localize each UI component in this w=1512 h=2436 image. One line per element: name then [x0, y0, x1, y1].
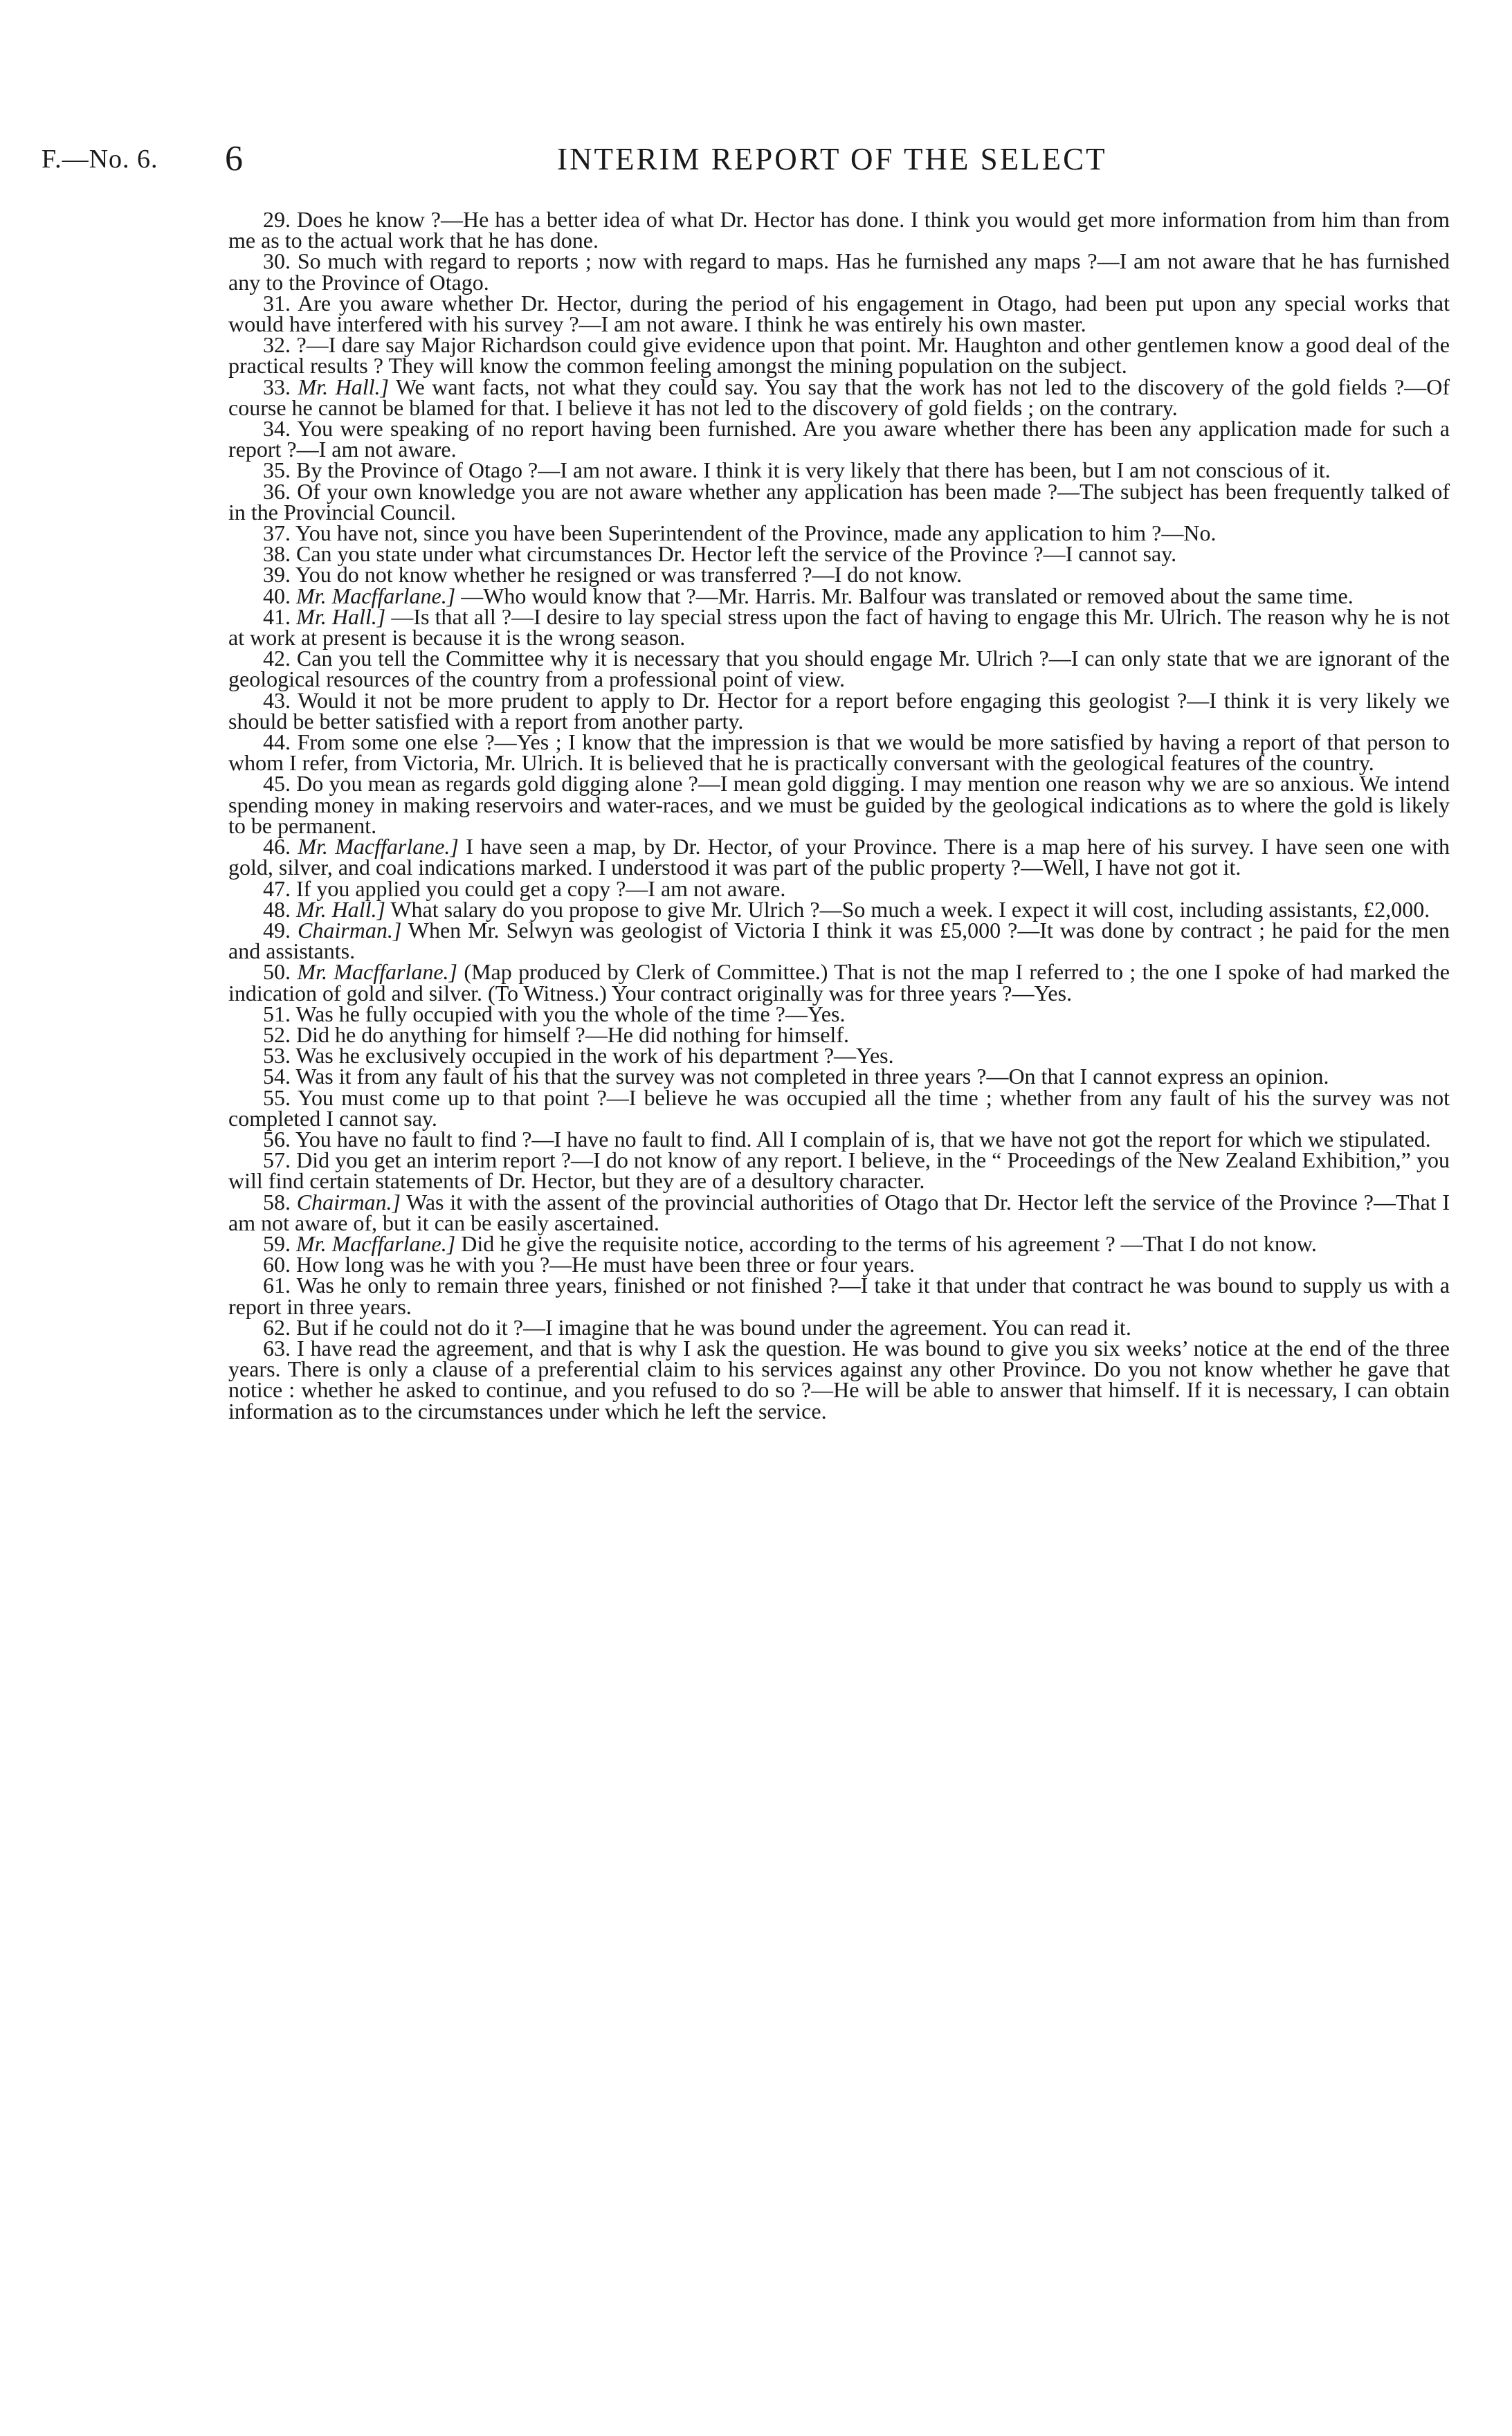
question-number: 51.	[263, 1001, 291, 1026]
question-answer-text: I have seen a map, by Dr. Hector, of your Province. There is a map here of his survey. I have seen one with gold, silver, and coal indications marked. I understood it was part of the public property ?—Well, I have not got it.	[228, 834, 1450, 880]
evidence-paragraph	[228, 729, 1450, 776]
question-number: 36.	[263, 478, 291, 504]
question-number: 45.	[263, 771, 291, 797]
question-number: 62.	[263, 1314, 291, 1340]
evidence-paragraph	[228, 290, 1450, 337]
evidence-paragraph	[228, 875, 1450, 901]
speaker-label: Mr. Hall.]	[298, 374, 389, 399]
evidence-paragraph	[228, 1189, 1450, 1235]
question-number: 58.	[263, 1189, 291, 1215]
evidence-paragraph	[228, 585, 1450, 606]
question-number: 31.	[263, 290, 291, 316]
question-answer-text: Can you state under what circumstances Dr. Hector left the service of the Province ?—I cannot say.	[296, 541, 1177, 567]
evidence-paragraph	[228, 457, 1450, 483]
question-answer-text: —Is that all ?—I desire to lay special stress upon the fact of having to engage this Mr. Ulrich. The reason why he is not at work at present is because it is the wrong season.	[228, 603, 1450, 651]
question-number: 37.	[263, 520, 291, 546]
question-answer-text: Was he fully occupied with you the whole of the time ?—Yes.	[295, 1001, 846, 1026]
page-number: 6	[225, 139, 243, 179]
question-number: 40.	[263, 583, 291, 608]
evidence-paragraph	[228, 896, 1450, 922]
evidence-paragraph	[228, 418, 1450, 460]
question-answer-text: You must come up to that point ?—I believe he was occupied all the time ; whether from any fault of his the survey was not completed I cannot say.	[228, 1084, 1450, 1131]
evidence-body	[228, 207, 1450, 1424]
question-number: 42.	[263, 646, 291, 671]
question-answer-text: We want facts, not what they could say. You say that the work has not led to the discovery of the gold fields ?—Of course he cannot be blamed for that. I believe it has not led to the discovery of gold fields ; on the contrary.	[228, 374, 1450, 420]
evidence-paragraph	[228, 1314, 1450, 1340]
question-answer-text: —Who would know that ?—Mr. Harris. Mr. Balfour was translated or removed about the same time.	[461, 583, 1354, 608]
question-answer-text: You do not know whether he resigned or was transferred ?—I do not know.	[295, 562, 963, 588]
evidence-paragraph	[228, 478, 1450, 525]
question-answer-text: But if he could not do it ?—I imagine that he was bound under the agreement. You can read it.	[296, 1314, 1131, 1340]
evidence-paragraph	[228, 376, 1450, 418]
question-number: 44.	[263, 729, 291, 755]
question-answer-text: Did he do anything for himself ?—He did nothing for himself.	[296, 1021, 849, 1047]
question-answer-text: Do you mean as regards gold digging alone ?—I mean gold digging. I may mention one reason why we are so anxious. We intend spending money in making reservoirs and water-races, and we must be guided by the geological indications as to where the gold is likely to be permanent.	[228, 771, 1450, 838]
question-number: 53.	[263, 1043, 291, 1069]
evidence-paragraph	[228, 1084, 1450, 1131]
question-answer-text: Would it not be more prudent to apply to Dr. Hector for a report before engaging this geologist ?—I think it is very likely we should be better satisfied with a report from another party.	[228, 687, 1450, 734]
question-number: 32.	[263, 332, 291, 358]
question-number: 35.	[263, 457, 291, 483]
evidence-paragraph	[228, 1003, 1450, 1024]
question-number: 29.	[263, 207, 291, 232]
question-number: 54.	[263, 1064, 291, 1089]
evidence-paragraph	[228, 836, 1450, 878]
evidence-paragraph	[228, 1021, 1450, 1047]
speaker-label: Mr. Macffarlane.]	[296, 1230, 456, 1256]
page-header	[42, 138, 1453, 187]
question-number: 39.	[263, 562, 291, 588]
question-answer-text: Was it from any fault of his that the survey was not completed in three years ?—On that I cannot express an opinion.	[295, 1064, 1329, 1089]
speaker-label: Mr. Macffarlane.]	[298, 834, 459, 860]
question-answer-text: You have no fault to find ?—I have no fault to find. All I complain of is, that we have not got the report for which we stipulated.	[295, 1126, 1431, 1152]
question-number: 46.	[263, 834, 291, 860]
evidence-paragraph	[228, 1147, 1450, 1194]
evidence-paragraph	[228, 687, 1450, 734]
question-answer-text: If you applied you could get a copy ?—I am not aware.	[296, 875, 786, 901]
question-answer-text: When Mr. Selwyn was geologist of Victoria I think it was £5,000 ?—It was done by contract ; he paid for the men and assistants.	[228, 917, 1450, 964]
evidence-paragraph	[228, 520, 1450, 546]
question-answer-text: Was he only to remain three years, finished or not finished ?—I take it that under that contract he was bound to supply us with a report in three years.	[228, 1273, 1450, 1319]
question-number: 33.	[263, 374, 291, 399]
question-answer-text: Did he give the requisite notice, according to the terms of his agreement ? —That I do not know.	[461, 1230, 1317, 1256]
question-number: 34.	[263, 416, 291, 442]
question-number: 56.	[263, 1126, 291, 1152]
question-number: 57.	[263, 1147, 291, 1173]
evidence-paragraph	[228, 1043, 1450, 1069]
question-answer-text: Did you get an interim report ?—I do not know of any report. I believe, in the “ Proceedings of the New Zealand Exhibition,” you will find certain statements of Dr. Hector, but they are of a desultory character.	[228, 1147, 1450, 1194]
evidence-paragraph	[228, 1252, 1450, 1278]
question-number: 43.	[263, 687, 291, 713]
question-answer-text: Can you tell the Committee why it is necessary that you should engage Mr. Ulrich ?—I can only state that we are ignorant of the geological resources of the country from a professional point of view.	[228, 646, 1450, 692]
question-number: 52.	[263, 1021, 291, 1047]
evidence-paragraph	[228, 1066, 1450, 1087]
question-number: 63.	[263, 1335, 291, 1361]
question-number: 59.	[263, 1230, 291, 1256]
speaker-label: Mr. Macffarlane.]	[296, 583, 456, 608]
evidence-paragraph	[228, 1335, 1450, 1424]
question-answer-text: You have not, since you have been Superintendent of the Province, made any application to him ?—No.	[295, 520, 1217, 546]
evidence-paragraph	[228, 646, 1450, 692]
question-number: 30.	[263, 248, 291, 274]
evidence-paragraph	[228, 1273, 1450, 1319]
evidence-paragraph	[228, 248, 1450, 295]
evidence-paragraph	[228, 917, 1450, 964]
speaker-label: Mr. Hall.]	[296, 603, 386, 629]
speaker-label: Mr. Hall.]	[296, 896, 385, 922]
question-answer-text: (Map produced by Clerk of Committee.) That is not the map I referred to ; the one I spoke of had marked the indication of gold and silver. (To Witness.) Your contract originally was for three years ?—Yes.	[228, 959, 1450, 1006]
question-number: 47.	[263, 875, 291, 901]
speaker-label: Chairman.]	[296, 1189, 401, 1215]
question-number: 61.	[263, 1273, 291, 1298]
question-number: 50.	[263, 959, 291, 985]
question-answer-text: What salary do you propose to give Mr. Ulrich ?—So much a week. I expect it will cost, including assistants, £2,000.	[390, 896, 1430, 922]
question-answer-text: How long was he with you ?—He must have been three or four years.	[296, 1252, 915, 1278]
question-answer-text: From some one else ?—Yes ; I know that the impression is that we would be more satisfied by having a report of that person to whom I refer, from Victoria, Mr. Ulrich. It is believed that he is practically conversant with the geological features of the country.	[228, 729, 1450, 776]
question-number: 60.	[263, 1252, 291, 1278]
question-number: 55.	[263, 1084, 291, 1110]
speaker-label: Chairman.]	[298, 917, 402, 943]
question-answer-text: By the Province of Otago ?—I am not aware. I think it is very likely that there has been, but I am not conscious of it.	[296, 457, 1331, 483]
question-answer-text: ?—I dare say Major Richardson could give evidence upon that point. Mr. Haughton and other gentlemen know a good deal of the practical results ? They will know the common feeling amongst the mining population on the subject.	[228, 332, 1450, 379]
evidence-paragraph	[228, 209, 1450, 251]
question-answer-text: Was it with the assent of the provincial authorities of Otago that Dr. Hector left the service of the Province ?—That I am not aware of, but it can be easily ascertained.	[228, 1189, 1450, 1235]
evidence-paragraph	[228, 603, 1450, 651]
question-number: 48.	[263, 896, 291, 922]
evidence-paragraph	[228, 959, 1450, 1006]
question-answer-text: You were speaking of no report having been furnished. Are you aware whether there has been any application made for such a report ?—I am not aware.	[228, 416, 1450, 462]
evidence-paragraph	[228, 1126, 1450, 1152]
evidence-paragraph	[228, 1230, 1450, 1256]
question-number: 49.	[263, 917, 291, 943]
question-number: 41.	[263, 603, 291, 629]
question-answer-text: Does he know ?—He has a better idea of what Dr. Hector has done. I think you would get more information from him than from me as to the actual work that he has done.	[228, 207, 1450, 253]
question-answer-text: So much with regard to reports ; now with regard to maps. Has he furnished any maps ?—I am not aware that he has furnished any to the Province of Otago.	[228, 248, 1450, 295]
evidence-paragraph	[228, 332, 1450, 379]
question-answer-text: Are you aware whether Dr. Hector, during the period of his engagement in Otago, had been put upon any special works that would have interfered with his survey ?—I am not aware. I think he was entirely his own master.	[228, 290, 1450, 337]
evidence-paragraph	[228, 541, 1450, 567]
evidence-paragraph	[228, 562, 1450, 588]
question-answer-text: Of your own knowledge you are not aware whether any application has been made ?—The subject has been frequently talked of in the Provincial Council.	[228, 478, 1450, 525]
running-head: INTERIM REPORT OF THE SELECT	[557, 142, 1107, 176]
question-number: 38.	[263, 541, 291, 567]
question-answer-text: I have read the agreement, and that is why I ask the question. He was bound to give you six weeks’ notice at the end of the three years. There is only a clause of a preferential claim to his services against any other Province. Do you not know whether he gave that notice : whether he asked to continue, and you refused to do so ?—He will be able to answer that himself. If it is necessary, I can obtain information as to the circumstances under which he left the service.	[228, 1335, 1450, 1424]
evidence-paragraph	[228, 773, 1450, 836]
question-answer-text: Was he exclusively occupied in the work of his department ?—Yes.	[295, 1043, 894, 1069]
speaker-label: Mr. Macffarlane.]	[297, 959, 458, 985]
document-reference: F.—No. 6.	[42, 145, 158, 174]
